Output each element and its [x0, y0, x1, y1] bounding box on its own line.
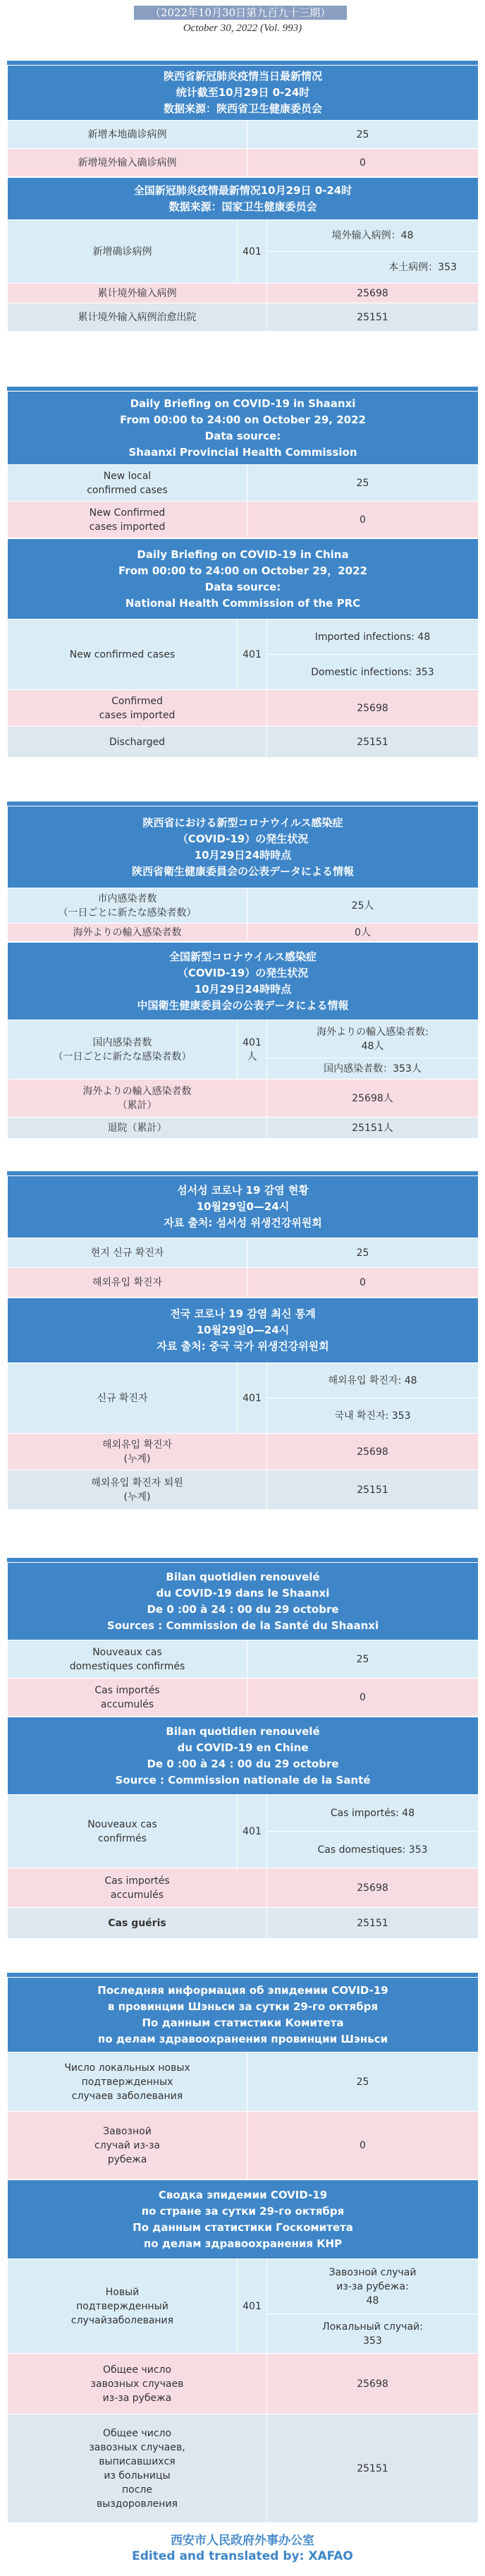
table-title: 전국 코로나 19 감염 최신 통계 10월29일0—24시 자료 출처: 중국 국가 위생건강위원회	[8, 1298, 479, 1363]
cum-imported-label: Общее число завозных случаев из-за рубежа	[8, 2354, 267, 2414]
discharged-value: 25151	[267, 2414, 479, 2523]
new-confirmed-label: 신규 확진자	[8, 1363, 238, 1434]
new-local-value: 25	[247, 121, 479, 149]
table-national-en	[7, 538, 479, 758]
new-imported-value: 0	[247, 149, 479, 177]
discharged-value: 25151	[267, 1470, 479, 1510]
cum-imported-value: 25698	[267, 1868, 479, 1908]
table-shaanxi-en	[7, 391, 479, 538]
new-local-label: New local confirmed cases	[8, 465, 247, 502]
table-national-ko	[7, 1298, 479, 1510]
domestic-cases: 国内感染者数：353人	[267, 1058, 479, 1080]
section-korean	[7, 1171, 478, 1510]
new-local-value: 25	[247, 1238, 479, 1268]
cum-imported-label: 海外よりの輸入感染者数 （累計）	[8, 1080, 267, 1118]
domestic-cases: 本土病例：353	[267, 252, 479, 284]
section-russian	[7, 1973, 478, 2523]
new-confirmed-value: 401	[238, 220, 267, 284]
table-national-cn	[7, 177, 479, 332]
cum-imported-value: 25698	[267, 284, 479, 303]
new-local-value: 25	[247, 2052, 479, 2112]
new-confirmed-label: New confirmed cases	[8, 619, 238, 690]
new-imported-label: Cas importés accumulés	[8, 1679, 247, 1717]
new-imported-label: 新增境外输入确诊病例	[8, 149, 247, 177]
domestic-cases: Cas domestiques: 353	[267, 1832, 479, 1868]
domestic-cases: 국내 확진자: 353	[267, 1398, 479, 1434]
domestic-cases: Локальный случай: 353	[267, 2314, 479, 2354]
table-title: 陝西省における新型コロナウイルス感染症 （COVID-19）の発生状況 10月29日24時時点 陝西省衛生健康委員会の公表データによる情報	[8, 806, 479, 888]
new-confirmed-label: 国内感染者数 （一日ごとに新たな感染者数）	[8, 1020, 238, 1080]
new-imported-value: 0	[247, 1268, 479, 1298]
table-title: 全国新冠肺炎疫情最新情况10月29日 0-24时 数据来源：国家卫生健康委员会	[8, 178, 479, 220]
discharged-value: 25151	[267, 303, 479, 332]
discharged-label: Общее число завозных случаев, выписавшихся из больницы после выздоровления	[8, 2414, 267, 2523]
new-imported-value: 0	[247, 502, 479, 538]
new-confirmed-value: 401	[238, 619, 267, 690]
discharged-label: 累计境外输入病例治愈出院	[8, 303, 267, 332]
table-title: Последняя информация об эпидемии COVID-19 в провинции Шэньси за сутки 29-го октября По данным статистики Комитета по делам здравоохранения провинции Шэньси	[8, 1978, 479, 2052]
issue-date-cn: （2022年10月30日第九百九十三期）	[134, 6, 347, 20]
imported-cases: Cas importés: 48	[267, 1795, 479, 1832]
new-confirmed-label: Новый подтвержденный случайзаболевания	[8, 2259, 238, 2354]
domestic-cases: Domestic infections: 353	[267, 655, 479, 690]
table-title: Daily Briefing on COVID-19 in Shaanxi From 00:00 to 24:00 on October 29, 2022 Data source: Shaanxi Provincial Health Commission	[8, 392, 479, 465]
table-title: Daily Briefing on COVID-19 in China From 00:00 to 24:00 on October 29，2022 Data source: National Health Commission of the PRC	[8, 539, 479, 619]
new-imported-value: 0人	[247, 924, 479, 942]
imported-cases: Imported infections: 48	[267, 619, 479, 655]
section-japanese	[7, 802, 478, 1139]
new-local-label: Nouveaux cas domestiques confirmés	[8, 1640, 247, 1679]
new-local-value: 25人	[247, 888, 479, 924]
new-imported-label: New Confirmed cases imported	[8, 502, 247, 538]
new-confirmed-label: 新增确诊病例	[8, 220, 238, 284]
table-shaanxi-ja	[7, 806, 479, 942]
discharged-label: 退院（累計）	[8, 1118, 267, 1139]
new-confirmed-value: 401	[238, 1795, 267, 1868]
cum-imported-value: 25698人	[267, 1080, 479, 1118]
table-shaanxi-ru	[7, 1977, 479, 2179]
new-local-label: Число локальных новых подтвержденных случаев заболевания	[8, 2052, 247, 2112]
table-national-ru	[7, 2179, 479, 2523]
new-confirmed-value: 401	[238, 1363, 267, 1434]
issue-date-en: October 30, 2022 (Vol. 993)	[183, 23, 302, 34]
table-national-fr	[7, 1717, 479, 1939]
footer-credit: Edited and translated by: XAFAO	[132, 2549, 353, 2563]
table-title: 섬서성 코로나 19 감염 현황 10월29일0—24시 자료 출처: 섬서성 위생건강위원회	[8, 1176, 479, 1238]
footer-org: 西安市人民政府外事办公室	[171, 2534, 314, 2548]
imported-cases: Завозной случай из-за рубежа: 48	[267, 2259, 479, 2314]
table-title: Bilan quotidien renouvelé du COVID-19 dans le Shaanxi De 0 :00 à 24 : 00 du 29 octobre Sources : Commission de la Santé du Shaanxi	[8, 1563, 479, 1640]
cum-imported-label: Confirmed cases imported	[8, 690, 267, 727]
new-imported-label: 해외유입 확진자	[8, 1268, 247, 1298]
new-local-label: 市内感染者数 （一日ごとに新たな感染者数）	[8, 888, 247, 924]
new-confirmed-label: Nouveaux cas confirmés	[8, 1795, 238, 1868]
cum-imported-value: 25698	[267, 690, 479, 727]
imported-cases: 境外输入病例：48	[267, 220, 479, 252]
new-local-value: 25	[247, 465, 479, 502]
imported-cases: 海外よりの輸入感染者数: 48人	[267, 1020, 479, 1058]
cum-imported-label: Cas importés accumulés	[8, 1868, 267, 1908]
table-title: 陕西省新冠肺炎疫情当日最新情况 统计截至10月29日 0-24时 数据来源：陕西省卫生健康委员会	[8, 66, 479, 121]
table-shaanxi-ko	[7, 1175, 479, 1298]
new-imported-value: 0	[247, 2112, 479, 2179]
table-title: Сводка эпидемии COVID-19 по стране за сутки 29-го октября По данным статистики Госкомитета по делам здравоохранения КНР	[8, 2180, 479, 2259]
section-french	[7, 1558, 478, 1939]
discharged-value: 25151人	[267, 1118, 479, 1139]
new-local-label: 新增本地确诊病例	[8, 121, 247, 149]
imported-cases: 해외유입 확진자: 48	[267, 1363, 479, 1398]
table-national-ja	[7, 942, 479, 1139]
new-local-label: 현지 신규 확진자	[8, 1238, 247, 1268]
section-english	[7, 387, 478, 758]
discharged-label: Cas guéris	[8, 1908, 267, 1939]
cum-imported-label: 累计境外输入病例	[8, 284, 267, 303]
table-title: 全国新型コロナウイルス感染症 （COVID-19）の発生状況 10月29日24時時点 中国衛生健康委員会の公表データによる情報	[8, 943, 479, 1020]
discharged-value: 25151	[267, 1908, 479, 1939]
new-confirmed-value: 401人	[238, 1020, 267, 1080]
new-imported-label: 海外よりの輸入感染者数	[8, 924, 247, 942]
discharged-label: Discharged	[8, 727, 267, 758]
table-shaanxi-fr	[7, 1562, 479, 1717]
new-confirmed-value: 401	[238, 2259, 267, 2354]
cum-imported-value: 25698	[267, 2354, 479, 2414]
new-local-value: 25	[247, 1640, 479, 1679]
cum-imported-label: 해외유입 확진자 (누계)	[8, 1434, 267, 1470]
cum-imported-value: 25698	[267, 1434, 479, 1470]
new-imported-value: 0	[247, 1679, 479, 1717]
table-title: Bilan quotidien renouvelé du COVID-19 en Chine De 0 :00 à 24 : 00 du 29 octobre Source : Commission nationale de la Santé	[8, 1717, 479, 1795]
discharged-label: 해외유입 확진자 퇴원 (누계)	[8, 1470, 267, 1510]
table-shaanxi-cn	[7, 65, 479, 177]
new-imported-label: Завозной случай из-за рубежа	[8, 2112, 247, 2179]
section-chinese	[7, 61, 478, 332]
discharged-value: 25151	[267, 727, 479, 758]
